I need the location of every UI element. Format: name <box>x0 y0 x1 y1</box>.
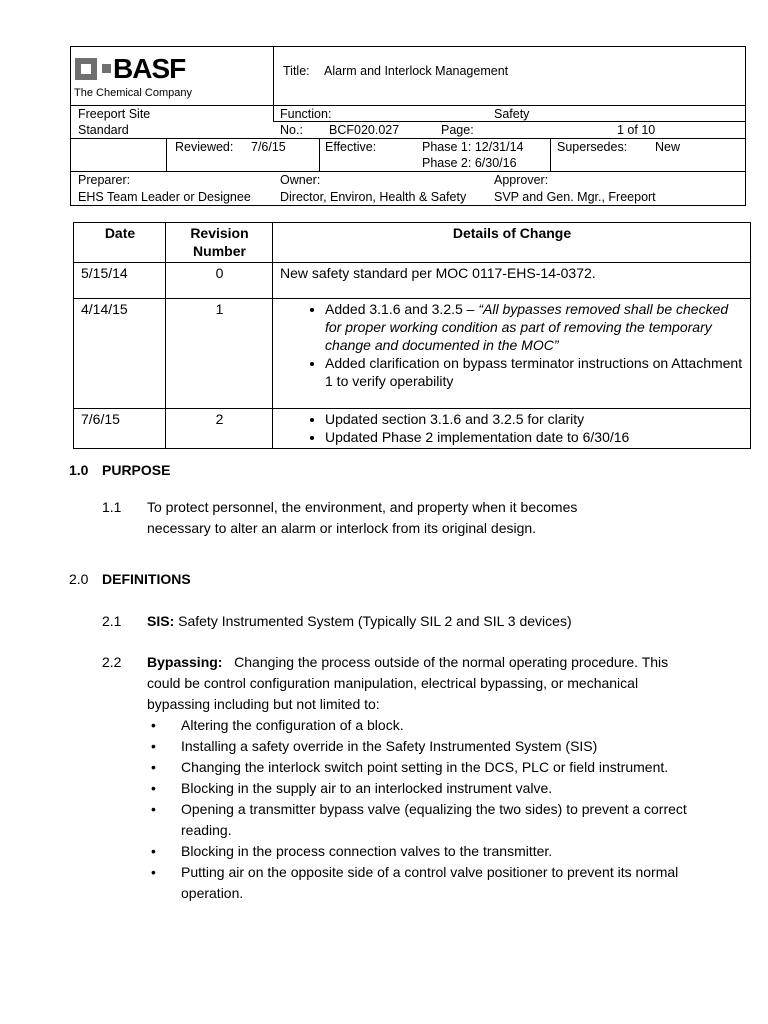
approver-value: SVP and Gen. Mgr., Freeport <box>494 190 656 204</box>
section-2-1-number: 2.1 <box>102 613 122 629</box>
reviewed-label: Reviewed: <box>175 140 234 154</box>
table-row <box>74 263 751 299</box>
page-label: Page: <box>441 123 474 137</box>
row-number: 2 <box>166 409 273 449</box>
row-number: 1 <box>166 299 273 409</box>
effective-phase2: Phase 2: 6/30/16 <box>422 156 517 170</box>
no-label: No.: <box>280 123 303 137</box>
list-item: • Added clarification on bypass terminator instructions on Attachment 1 to verify operability <box>325 354 744 390</box>
section-2-2-number: 2.2 <box>102 654 122 670</box>
no-value: BCF020.027 <box>329 123 400 137</box>
title-value: Alarm and Interlock Management <box>324 64 509 78</box>
list-item: • Opening a transmitter bypass valve (equalizing the two sides) to prevent a correct reading. <box>147 799 707 841</box>
logo-square-icon <box>75 58 97 80</box>
section-1-1-number: 1.1 <box>102 499 122 515</box>
logo-subtitle: The Chemical Company <box>74 87 192 99</box>
approver-label: Approver: <box>494 173 549 187</box>
row-detail <box>273 299 751 409</box>
section-2-1-text: SIS: Safety Instrumented System (Typically SIL 2 and SIL 3 devices) <box>147 613 572 629</box>
site-line2: Standard <box>78 123 129 137</box>
list-item: • Changing the interlock switch point setting in the DCS, PLC or field instrument. <box>147 757 707 778</box>
list-item: • Updated Phase 2 implementation date to 6/30/16 <box>325 428 744 446</box>
table-header-row <box>74 223 751 263</box>
supersedes-value: New <box>655 140 681 154</box>
list-item: • Installing a safety override in the Safety Instrumented System (SIS) <box>147 736 707 757</box>
function-value: Safety <box>494 107 530 121</box>
logo-small-square-icon <box>102 64 111 73</box>
section-1-1-text: To protect personnel, the environment, and property when it becomes necessary to alter an alarm or interlock from its original design. <box>147 499 578 536</box>
list-item: • Added 3.1.6 and 3.2.5 – “All bypasses removed shall be checked for proper working condition as part of removing the temporary change and documented in the MOC” <box>325 300 744 354</box>
row-detail <box>273 409 751 449</box>
logo-text: BASF <box>113 53 186 84</box>
list-item: • Putting air on the opposite side of a control valve positioner to prevent its normal operation. <box>147 862 707 904</box>
bypassing-bullet-list <box>147 715 707 904</box>
col-details: Details of Change <box>273 223 751 263</box>
preparer-label: Preparer: <box>78 173 131 187</box>
row-date: 7/6/15 <box>74 409 166 449</box>
table-row <box>74 409 751 449</box>
row-number: 0 <box>166 263 273 299</box>
function-label: Function: <box>280 107 332 121</box>
row-date: 5/15/14 <box>74 263 166 299</box>
site-line1: Freeport Site <box>78 107 151 121</box>
section-2-title: DEFINITIONS <box>102 571 191 587</box>
owner-value: Director, Environ, Health & Safety <box>280 190 467 204</box>
col-date: Date <box>74 223 166 263</box>
owner-label: Owner: <box>280 173 321 187</box>
col-revision-number: Revision Number <box>166 223 273 263</box>
row-date: 4/14/15 <box>74 299 166 409</box>
effective-phase1: Phase 1: 12/31/14 <box>422 140 524 154</box>
table-row <box>74 299 751 409</box>
section-2-number: 2.0 <box>69 571 89 587</box>
page-value: 1 of 10 <box>617 123 656 137</box>
list-item: • Blocking in the process connection valves to the transmitter. <box>147 841 707 862</box>
section-1-title: PURPOSE <box>102 462 171 478</box>
revision-table <box>73 222 751 449</box>
section-2-2-text: Bypassing: Changing the process outside of the normal operating procedure. This could be control configuration manipulation, electrical bypassing, or mechanical bypassing including but not limited to: <box>147 654 673 712</box>
list-item: • Updated section 3.1.6 and 3.2.5 for clarity <box>325 410 744 428</box>
effective-label: Effective: <box>325 140 377 154</box>
row-detail: New safety standard per MOC 0117-EHS-14-0372. <box>273 263 751 299</box>
supersedes-label: Supersedes: <box>557 140 628 154</box>
section-1-number: 1.0 <box>69 462 89 478</box>
document-header <box>70 46 746 206</box>
list-item: • Altering the configuration of a block. <box>147 715 707 736</box>
reviewed-value: 7/6/15 <box>251 140 286 154</box>
list-item: • Blocking in the supply air to an interlocked instrument valve. <box>147 778 707 799</box>
title-label: Title: <box>283 64 310 78</box>
preparer-value: EHS Team Leader or Designee <box>78 190 251 204</box>
